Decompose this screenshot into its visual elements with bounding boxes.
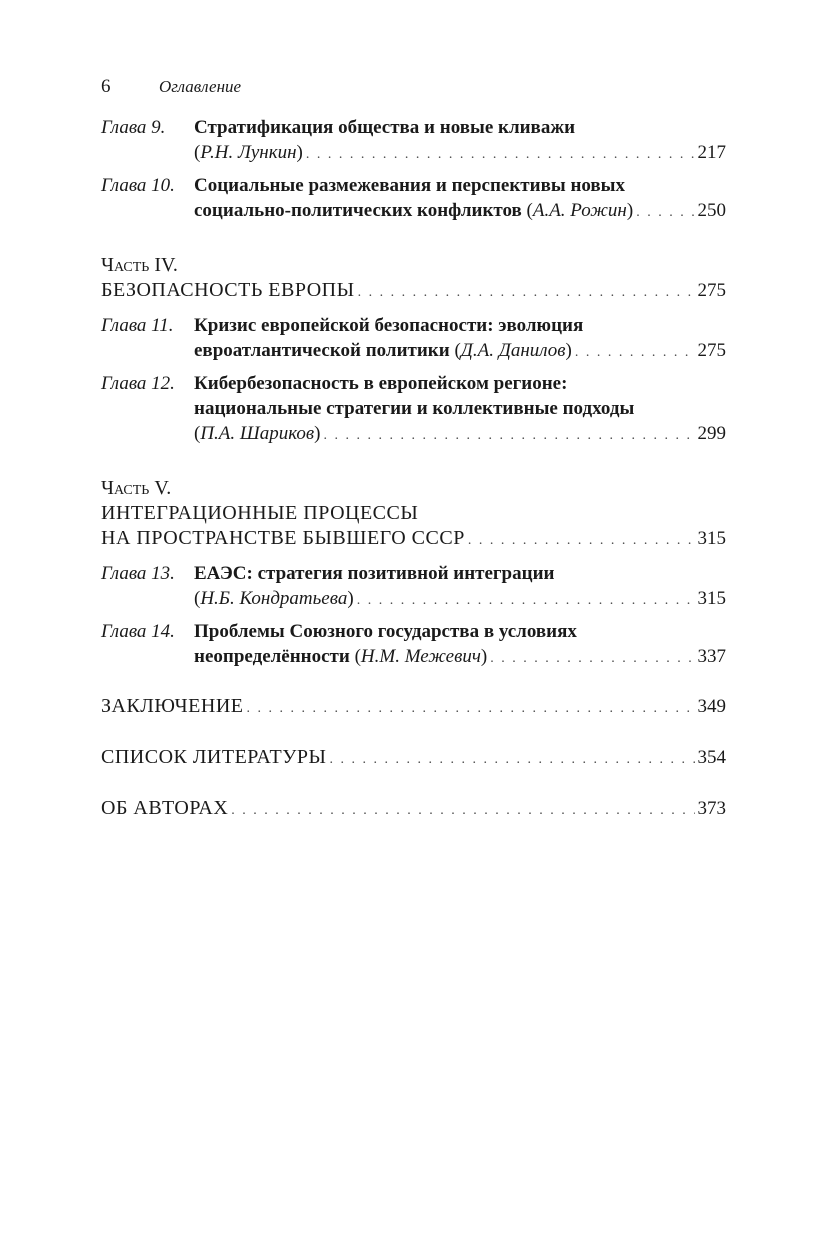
chapter-title-cont: социально-политических конфликтов [194,200,522,221]
dot-leader [358,280,695,305]
chapter-title-cont: евроатлантической политики [194,340,450,361]
dot-leader [575,340,695,365]
toc-entry-chapter-14[interactable]: Глава 14. Проблемы Союзного государства в условиях неопределённости (Н.М. Межевич) . . . 337 [101,619,726,671]
dot-leader [490,646,694,671]
toc-entry-authors[interactable] [101,795,726,824]
dot-leader [246,696,694,722]
page-ref: 354 [697,747,726,768]
toc-page [101,74,726,824]
toc-entry-chapter-12[interactable]: Глава 12. Кибербезопасность в европейском регионе: национальные стратегии и коллективные подходы (П.А. Шариков) . . . 299 [101,371,726,448]
dot-leader [323,423,694,448]
chapter-author: Н.Б. Кондратьева [200,588,348,609]
running-head [101,74,726,100]
chapter-title-cont: неопределённости [194,646,350,667]
chapter-title: Социальные размежевания и перспективы новых [194,175,626,196]
chapter-label: Глава 10. [101,175,175,196]
page-ref: 349 [697,696,726,717]
toc-entry-conclusion[interactable] [101,693,726,722]
part-title-cont: НА ПРОСТРАНСТВЕ БЫВШЕГО СССР [101,527,465,549]
page-number: 6 [101,76,111,97]
dot-leader [231,798,694,824]
page-ref: 337 [697,646,726,667]
toc-entry-chapter-13[interactable]: Глава 13. ЕАЭС: стратегия позитивной интеграции (Н.Б. Кондратьева) . . . 315 [101,561,726,613]
dot-leader [468,528,695,553]
toc-entry-chapter-10[interactable]: Глава 10. Социальные размежевания и перспективы новых социально-политических конфликтов (А.А. Рожин) . . . 250 [101,173,726,225]
chapter-author: Р.Н. Лункин [200,142,297,163]
part-label: Часть IV. [101,254,178,276]
page-ref: 275 [697,340,726,361]
chapter-label: Глава 12. [101,373,175,394]
page-ref: 315 [697,528,726,549]
page-ref: 315 [697,588,726,609]
toc-entry-part-4[interactable] [101,253,726,305]
dot-leader [357,588,695,613]
part-label: Часть V. [101,477,172,499]
section-title: ОБ АВТОРАХ [101,797,229,819]
page-ref: 373 [697,798,726,819]
chapter-label: Глава 14. [101,621,175,642]
running-head-title: Оглавление [159,77,242,96]
toc-entry-chapter-11[interactable]: Глава 11. Кризис европейской безопасности: эволюция евроатлантической политики (Д.А. Данилов) . . . 275 [101,313,726,365]
chapter-title: Проблемы Союзного государства в условиях [194,621,577,642]
chapter-title: Кризис европейской безопасности: эволюция [194,315,584,336]
page-ref: 299 [697,423,726,444]
chapter-title-cont: национальные стратегии и коллективные подходы [194,398,635,419]
section-title: ЗАКЛЮЧЕНИЕ [101,695,244,717]
part-title: ИНТЕГРАЦИОННЫЕ ПРОЦЕССЫ [101,502,419,524]
page-ref: 250 [697,200,726,221]
chapter-author: А.А. Рожин [532,200,627,221]
toc-entry-references[interactable] [101,744,726,773]
toc-entry-part-5[interactable] [101,476,726,553]
chapter-author: Д.А. Данилов [460,340,566,361]
toc-entry-chapter-9[interactable]: Глава 9. Стратификация общества и новые кливажи (Р.Н. Лункин) . . . 217 [101,115,726,167]
chapter-label: Глава 13. [101,563,175,584]
chapter-label: Глава 11. [101,315,174,336]
chapter-title: Кибербезопасность в европейском регионе: [194,373,568,394]
page-ref: 275 [697,280,726,301]
chapter-author: П.А. Шариков [200,423,315,444]
dot-leader [329,747,694,773]
part-title: БЕЗОПАСНОСТЬ ЕВРОПЫ [101,279,355,301]
dot-leader [636,200,694,225]
page-ref: 217 [697,142,726,163]
chapter-label: Глава 9. [101,117,166,138]
chapter-title: Стратификация общества и новые кливажи [194,117,576,138]
dot-leader [306,142,695,167]
chapter-title: ЕАЭС: стратегия позитивной интеграции [194,563,555,584]
chapter-author: Н.М. Межевич [360,646,481,667]
section-title: СПИСОК ЛИТЕРАТУРЫ [101,746,327,768]
